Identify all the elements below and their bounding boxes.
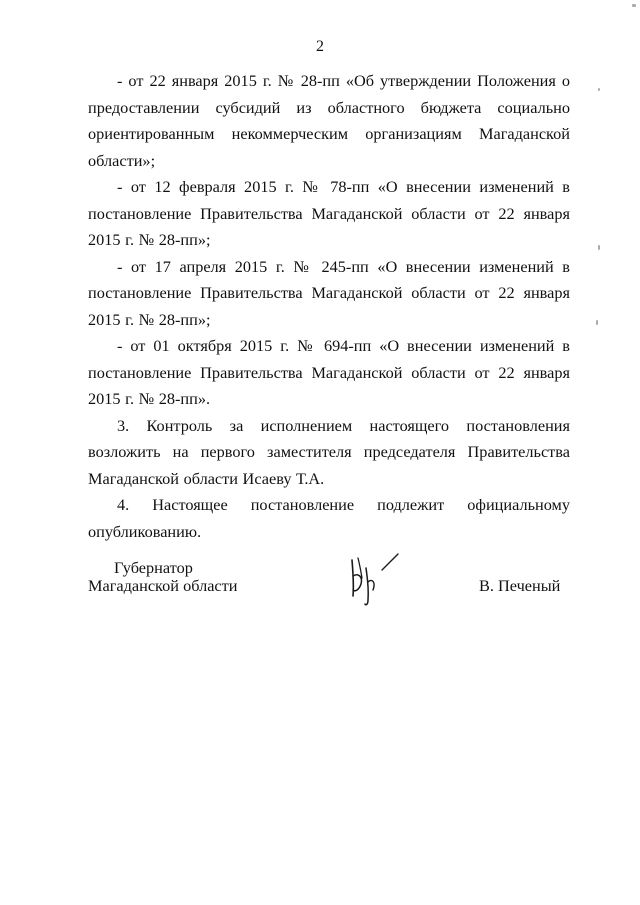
paragraph-resolution-78pp: - от 12 февраля 2015 г. № 78-пп «О внесении изменений в постановление Правительства Магаданской области от 22 января 2015 г. № 28-пп»; [88, 177, 570, 249]
signatory-title-line-1: Губернатор [114, 558, 193, 577]
scan-artifact-speck [598, 245, 600, 250]
page-number: 2 [316, 38, 324, 55]
paragraph-resolution-28pp: - от 22 января 2015 г. № 28-пп «Об утверждении Положения о предоставлении субсидий из областного бюджета социально ориентированным некоммерческим организациям Магаданской области»; [88, 71, 570, 170]
signatory-name: В. Печеный [479, 576, 561, 595]
paragraph-item-3-control: 3. Контроль за исполнением настоящего постановления возложить на первого заместителя председателя Правительства Магаданской области Исаеву Т.А. [88, 415, 570, 488]
signatory-title-line-2: Магаданской области [88, 576, 238, 595]
paragraph-resolution-694pp: - от 01 октября 2015 г. № 694-пп «О внесении изменений в постановление Правительства Магаданской области от 22 января 2015 г. № 28-пп». [88, 336, 570, 408]
handwritten-signature [344, 546, 406, 608]
signature-block [88, 552, 570, 602]
scan-artifact-speck [596, 320, 598, 325]
paragraph-resolution-245pp: - от 17 апреля 2015 г. № 245-пп «О внесении изменений в постановление Правительства Магаданской области от 22 января 2015 г. № 28-пп»; [88, 256, 570, 329]
paragraph-item-4-publication: 4. Настоящее постановление подлежит официальному опубликованию. [88, 495, 570, 541]
scan-artifact-speck [598, 88, 600, 91]
document-body [88, 68, 570, 545]
scan-artifact-speck [632, 4, 636, 7]
